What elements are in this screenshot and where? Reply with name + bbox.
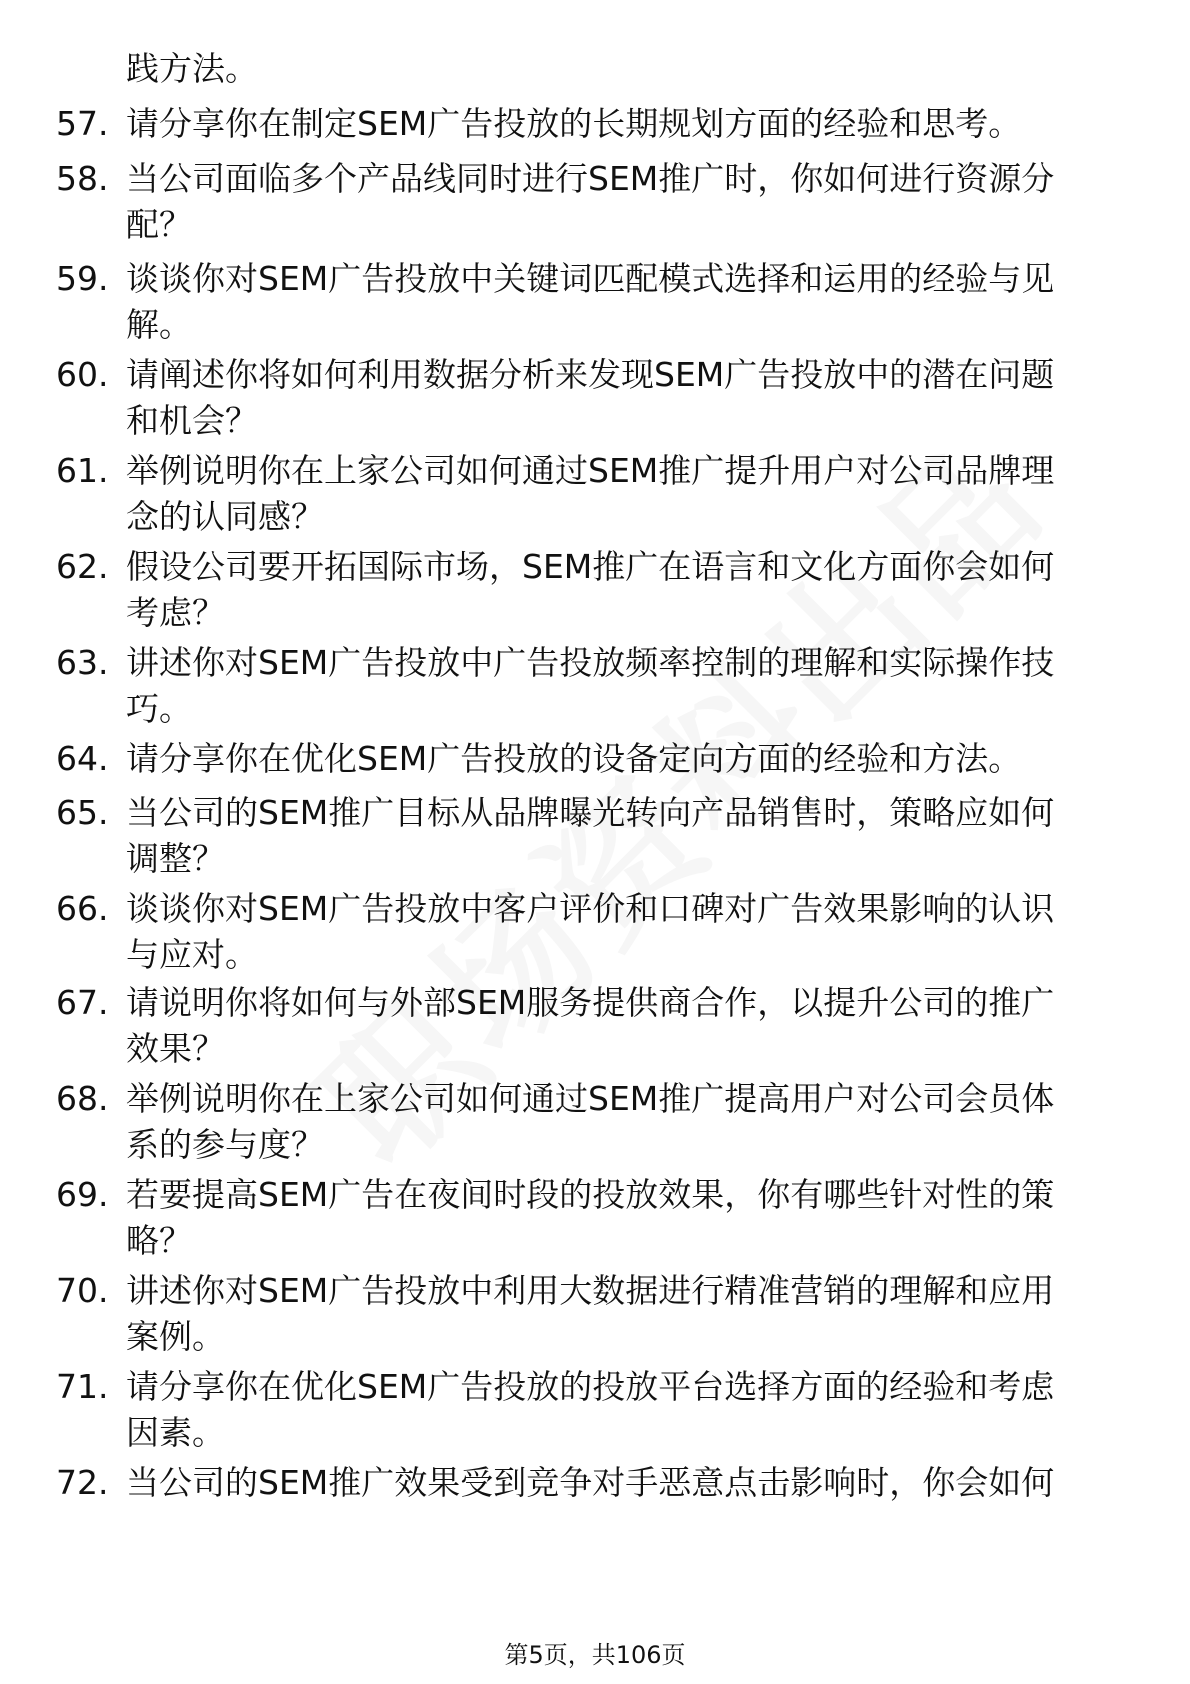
item-number: 60. bbox=[56, 355, 109, 394]
list-item bbox=[56, 790, 1116, 882]
page-number-footer: 第5页，共106页 bbox=[504, 1641, 686, 1669]
list-item bbox=[56, 736, 1116, 782]
item-number: 67. bbox=[56, 983, 109, 1022]
item-number: 63. bbox=[56, 643, 109, 682]
item-text: 当公司面临多个产品线同时进行SEM推广时，你如何进行资源分 配？ bbox=[126, 159, 1055, 244]
item-number: 69. bbox=[56, 1175, 109, 1214]
list-item bbox=[56, 544, 1116, 636]
item-text: 讲述你对SEM广告投放中利用大数据进行精准营销的理解和应用 案例。 bbox=[126, 1271, 1055, 1356]
list-item bbox=[56, 1364, 1116, 1456]
item-text: 举例说明你在上家公司如何通过SEM推广提升用户对公司品牌理 念的认同感？ bbox=[126, 451, 1055, 536]
list-item bbox=[56, 1076, 1116, 1168]
item-number: 72. bbox=[56, 1463, 109, 1502]
item-text: 谈谈你对SEM广告投放中客户评价和口碑对广告效果影响的认识 与应对。 bbox=[126, 889, 1055, 974]
list-item bbox=[56, 640, 1116, 732]
item-text: 请阐述你将如何利用数据分析来发现SEM广告投放中的潜在问题 和机会？ bbox=[126, 355, 1055, 440]
list-item bbox=[56, 156, 1116, 248]
item-number: 61. bbox=[56, 451, 109, 490]
list-item bbox=[56, 980, 1116, 1072]
item-number: 66. bbox=[56, 889, 109, 928]
list-item bbox=[56, 448, 1116, 540]
item-text: 讲述你对SEM广告投放中广告投放频率控制的理解和实际操作技 巧。 bbox=[126, 643, 1055, 728]
item-number: 70. bbox=[56, 1271, 109, 1310]
item-number: 68. bbox=[56, 1079, 109, 1118]
item-text: 请分享你在制定SEM广告投放的长期规划方面的经验和思考。 bbox=[126, 104, 1022, 143]
item-number: 65. bbox=[56, 793, 109, 832]
list-item bbox=[56, 101, 1116, 147]
list-item bbox=[56, 1460, 1116, 1506]
item-number: 64. bbox=[56, 739, 109, 778]
item-number: 62. bbox=[56, 547, 109, 586]
item-text: 当公司的SEM推广目标从品牌曝光转向产品销售时，策略应如何 调整？ bbox=[126, 793, 1055, 878]
item-number: 58. bbox=[56, 159, 109, 198]
item-text: 若要提高SEM广告在夜间时段的投放效果，你有哪些针对性的策 略？ bbox=[126, 1175, 1055, 1260]
item-text: 请分享你在优化SEM广告投放的设备定向方面的经验和方法。 bbox=[126, 739, 1022, 778]
list-item bbox=[56, 352, 1116, 444]
continuation-text: 践方法。 bbox=[126, 49, 258, 88]
list-item bbox=[56, 256, 1116, 348]
item-number: 57. bbox=[56, 104, 109, 143]
item-text: 请说明你将如何与外部SEM服务提供商合作，以提升公司的推广 效果？ bbox=[126, 983, 1055, 1068]
item-text: 谈谈你对SEM广告投放中关键词匹配模式选择和运用的经验与见 解。 bbox=[126, 259, 1055, 344]
item-text: 举例说明你在上家公司如何通过SEM推广提高用户对公司会员体 系的参与度？ bbox=[126, 1079, 1055, 1164]
item-number: 71. bbox=[56, 1367, 109, 1406]
item-text: 请分享你在优化SEM广告投放的投放平台选择方面的经验和考虑 因素。 bbox=[126, 1367, 1055, 1452]
item-text: 当公司的SEM推广效果受到竞争对手恶意点击影响时，你会如何 bbox=[126, 1463, 1055, 1502]
item-text: 假设公司要开拓国际市场，SEM推广在语言和文化方面你会如何 考虑？ bbox=[126, 547, 1055, 632]
list-item bbox=[56, 1172, 1116, 1264]
list-item bbox=[56, 1268, 1116, 1360]
item-number: 59. bbox=[56, 259, 109, 298]
list-item bbox=[56, 886, 1116, 978]
